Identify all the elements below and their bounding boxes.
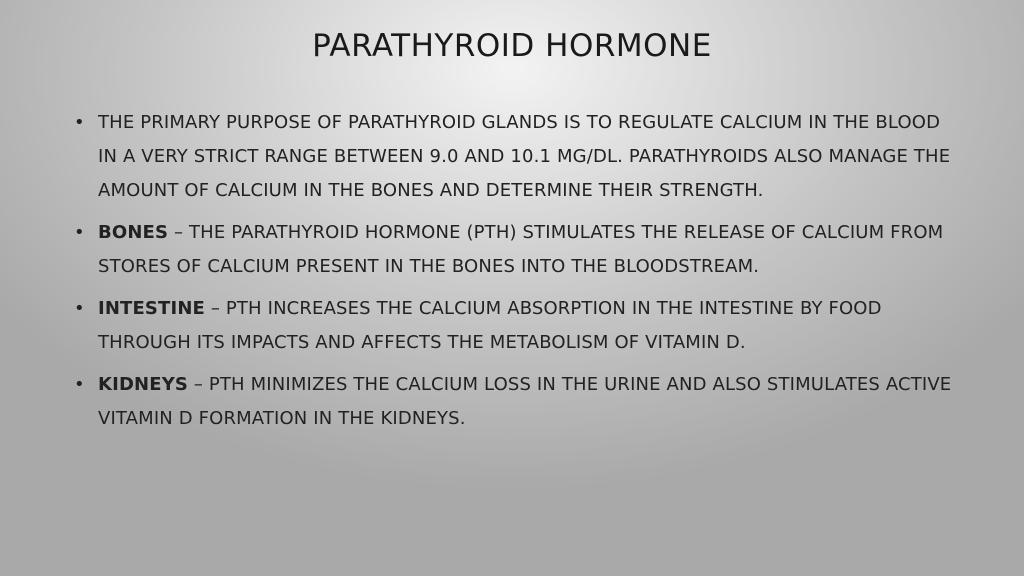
bullet-item-purpose — [72, 106, 952, 208]
bullet-item-kidneys — [72, 368, 952, 436]
bullet-item-intestine — [72, 292, 952, 360]
bullet-text: THE PARATHYROID HORMONE (PTH) STIMULATES THE RELEASE OF CALCIUM FROM STORES OF CALCIUM PRESENT IN THE BONES INTO THE BLOODSTREAM. — [98, 222, 944, 277]
bullet-icon: • — [74, 298, 85, 319]
bullet-term: INTESTINE — [98, 298, 205, 319]
bullet-text: PTH INCREASES THE CALCIUM ABSORPTION IN THE INTESTINE BY FOOD THROUGH ITS IMPACTS AND AFFECTS THE METABOLISM OF VITAMIN D. — [98, 298, 882, 353]
bullet-icon: • — [74, 112, 85, 133]
bullet-term: KIDNEYS — [98, 374, 188, 395]
bullet-separator: – — [168, 222, 190, 243]
bullet-text: THE PRIMARY PURPOSE OF PARATHYROID GLANDS IS TO REGULATE CALCIUM IN THE BLOOD IN A VERY STRICT RANGE BETWEEN 9.0 AND 10.1 MG/DL. PARATHYROIDS ALSO MANAGE THE AMOUNT OF CALCIUM IN THE BONES AND DETERMINE THEIR STRENGTH. — [98, 112, 951, 201]
bullet-separator: – — [205, 298, 226, 319]
bullet-term: BONES — [98, 222, 169, 243]
bullet-separator: – — [188, 374, 209, 395]
bullet-list — [72, 106, 952, 444]
bullet-item-bones — [72, 216, 952, 284]
bullet-icon: • — [74, 222, 85, 243]
slide-title: PARATHYROID HORMONE — [312, 28, 712, 64]
bullet-text: PTH MINIMIZES THE CALCIUM LOSS IN THE URINE AND ALSO STIMULATES ACTIVE VITAMIN D FORMATION IN THE KIDNEYS. — [98, 374, 952, 429]
bullet-icon: • — [74, 374, 85, 395]
